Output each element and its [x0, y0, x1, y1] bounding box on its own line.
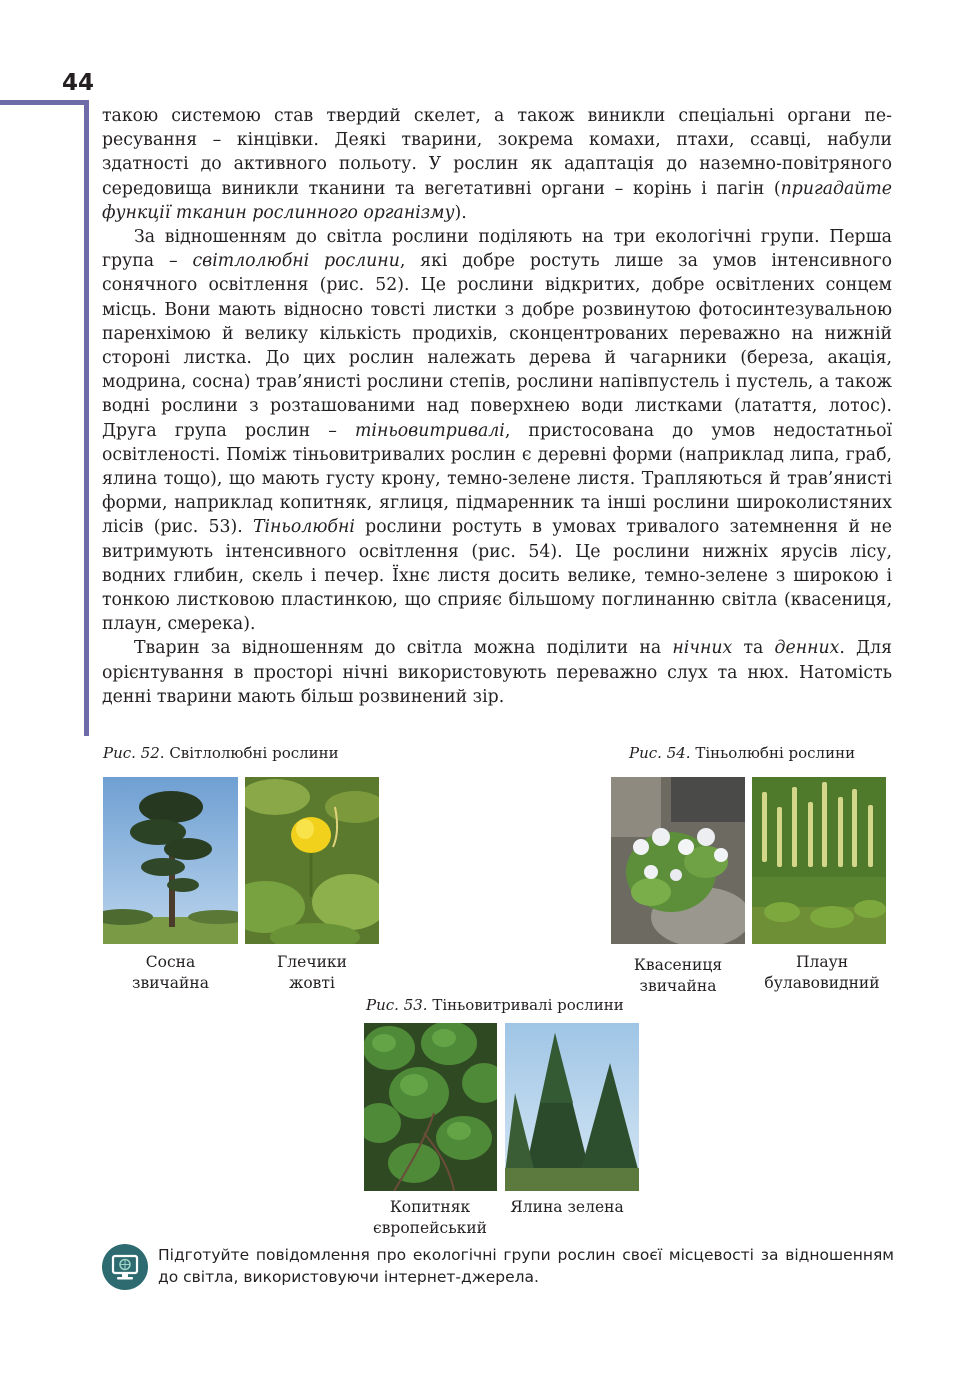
- paragraph: [102, 104, 892, 225]
- yellow-water-lily-photo: [245, 777, 379, 944]
- margin-bar-vertical: [84, 100, 89, 736]
- paragraph: [102, 636, 892, 709]
- figure-number: Рис. 53.: [366, 996, 428, 1014]
- figure-title: Тіньолюбні рослини: [695, 744, 856, 762]
- plant-label: Плаун булавовидний: [764, 953, 880, 992]
- text-run: , пристосована до умов недостатньої освітленості. Поміж тіньовитривалих рослин є деревні форми (наприклад липа, граб, ялина тощо), що мають густу крону, темно-зелене листя. Трапляються й трав’янисті форми, наприклад копитняк, яглиця, підмаренник та інші рослини широколистяних лісів (рис. 53).: [102, 420, 893, 538]
- task-box: [102, 1240, 902, 1296]
- figure-title: Світлолюбні рослини: [169, 744, 339, 762]
- italic-term: нічних: [672, 638, 733, 659]
- figure-number: Рис. 54.: [629, 744, 691, 762]
- text-run: Тварин за відношенням до світла можна поділити на: [134, 638, 673, 659]
- text-run: рослини ростуть в умовах тривалого затемнення й не витримують інтенсивного освітлення (рис. 54). Це рослини нижніх ярусів лісу, водних глибин, скель і печер. Їхнє листя досить велике, темно-зелене з широкою і тонкою листковою пластинкою, що сприяє більшому поглинанню світла (квасениця, плаун, смерека).: [102, 517, 893, 635]
- text-run: ).: [454, 202, 467, 223]
- figure-52-caption: [103, 744, 339, 762]
- plant-label: Копитняк європейський: [373, 1198, 487, 1237]
- figure-title: Тіньовитривалі рослини: [432, 996, 624, 1014]
- figure-54-caption: [629, 744, 855, 762]
- spruce-tree-photo: [505, 1023, 639, 1191]
- italic-term: денних: [774, 638, 840, 659]
- wood-sorrel-photo: [611, 777, 745, 944]
- task-text: Підготуйте повідомлення про екологічні групи рослин своєї місцевості за відношенням до світла, використовуючи інтернет-джерела.: [158, 1246, 894, 1286]
- figure-53-caption: [366, 996, 624, 1014]
- margin-bar-horizontal: [0, 100, 88, 105]
- clubmoss-photo: [752, 777, 886, 944]
- page-number: 44: [62, 70, 95, 96]
- plant-label: Сосна звичайна: [132, 953, 209, 992]
- italic-term: пригадайте функції тканин рослинного організму: [102, 178, 892, 223]
- italic-term: тіньовитривалі: [355, 420, 505, 441]
- figure-number: Рис. 52.: [103, 744, 165, 762]
- pine-tree-photo: [103, 777, 238, 944]
- italic-term: світлолюбні рослини: [192, 251, 400, 272]
- italic-term: Тіньолюбні: [252, 517, 355, 538]
- plant-label: Глечики жовті: [277, 953, 347, 992]
- plant-label: Ялина зелена: [510, 1198, 624, 1216]
- computer-internet-icon: [102, 1244, 148, 1290]
- text-run: . Для орієнтування в просторі нічні використовують переважно слух та нюх. Натомість денні тварини мають більш розвинений зір.: [102, 638, 892, 707]
- body-text: [102, 104, 892, 709]
- paragraph: [102, 225, 892, 636]
- text-run: такою системою став твердий скелет, а також виникли спеціальні органи пересування – кінцівки. Деякі тварини, зокрема комахи, птахи, ссавці, набули здатності до активного польоту. У рослин як адаптація до наземно-повітряного середовища виникли тканини та вегетативні органи – корінь і пагін (: [102, 106, 892, 199]
- wild-ginger-photo: [364, 1023, 497, 1191]
- plant-label: Квасениця звичайна: [633, 956, 723, 995]
- text-run: , які добре ростуть лише за умов інтенсивного сонячного освітлення (рис. 52). Це рослини відкритих, добре освітлених сонцем місць. Вони мають відносно товсті листки з добре розвинутою фотосинтезувальною паренхімою й велику кількість продихів, сконцентрованих переважно на нижній стороні листка. До цих рослин належать дерева й чагарники (береза, акація, модрина, сосна) трав’янисті рослини степів, рослини напівпустель і пустель, а також водні рослини з розташованими над поверхнею води листками (латаття, лотос). Друга група рослин –: [102, 251, 892, 441]
- text-run: За відношенням до світла рослини поділяють на три екологічні групи. Перша група –: [102, 227, 892, 272]
- text-run: та: [732, 638, 775, 659]
